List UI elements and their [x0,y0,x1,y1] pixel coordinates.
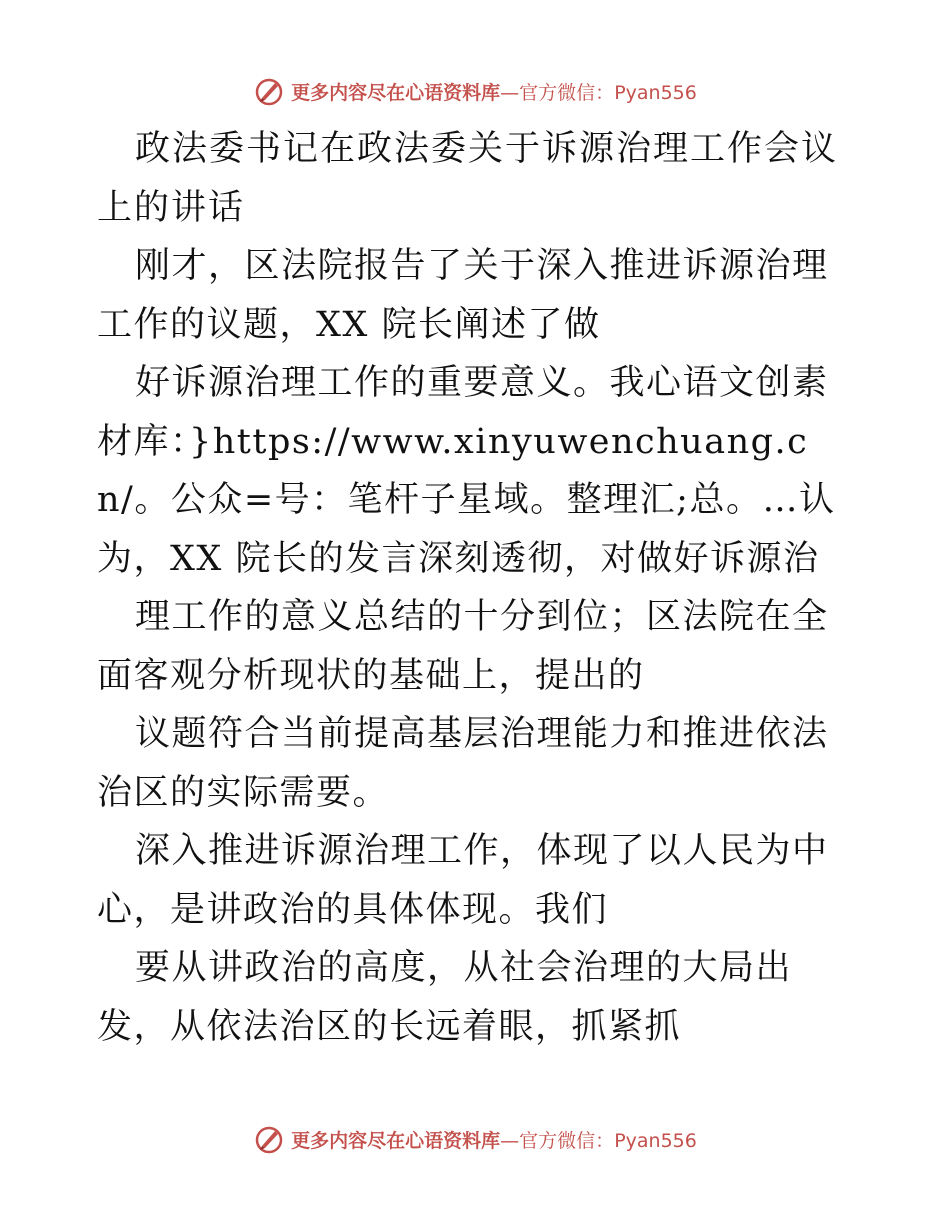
watermark-banner-top [0,74,950,108]
pen-logo-icon [253,75,285,107]
paragraph-2: 好诉源治理工作的重要意义。我心语文创素材库：}https://www.xinyuwenchuang.cn/。公众=号：笔杆子星域。整理汇;总。…认为，XX 院长的发言深刻透彻，对做好诉源治 [97,363,836,579]
paragraph-1: 刚才，区法院报告了关于深入推进诉源治理工作的议题，XX 院长阐述了做 [97,246,829,345]
watermark-banner-bottom [0,1122,950,1156]
pen-logo-icon [253,1123,285,1155]
document-body [97,120,857,1056]
document-title: 政法委书记在政法委关于诉源治理工作会议上的讲话 [97,129,839,228]
watermark-text: 更多内容尽在心语资料库—官方微信：Pyan556 [291,1129,697,1152]
paragraph-5: 深入推进诉源治理工作，体现了以人民为中心，是讲政治的具体体现。我们 [97,831,829,930]
paragraph-4: 议题符合当前提高基层治理能力和推进依法治区的实际需要。 [97,714,829,813]
paragraph-6: 要从讲政治的高度，从社会治理的大局出发，从依法治区的长远着眼，抓紧抓 [97,948,793,1047]
watermark-text: 更多内容尽在心语资料库—官方微信：Pyan556 [291,81,697,104]
paragraph-3: 理工作的意义总结的十分到位；区法院在全面客观分析现状的基础上，提出的 [97,597,829,696]
